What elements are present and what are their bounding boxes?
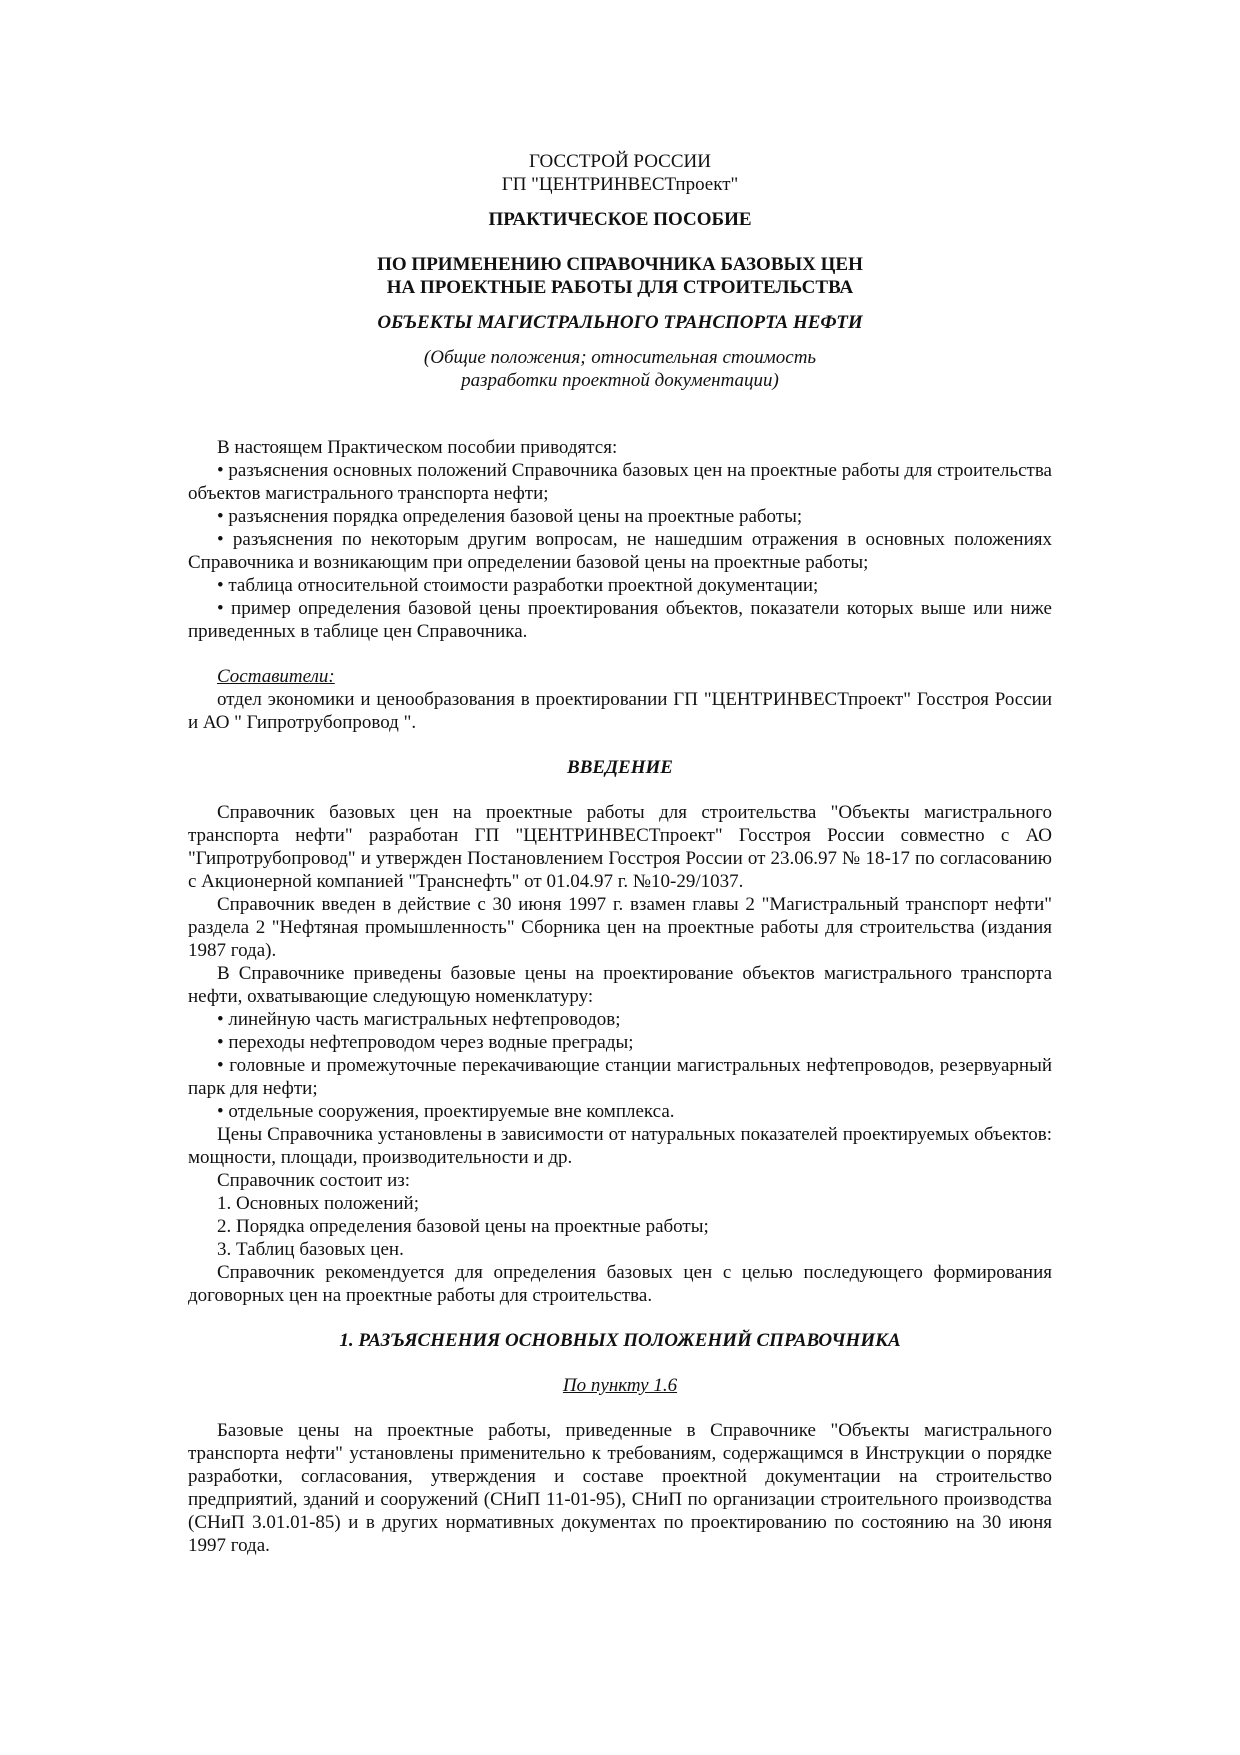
introduction-list-item: • переходы нефтепроводом через водные преграды;	[217, 1032, 634, 1053]
intro-item: • разъяснения по некоторым другим вопросам, не нашедшим отражения в основных положениях Справочника и возникающим при определении базовой цены на проектные работы;	[188, 529, 1052, 573]
introduction-list-item: 3. Таблиц базовых цен.	[217, 1239, 404, 1260]
introduction-list-item: 1. Основных положений;	[217, 1193, 419, 1214]
intro-item: • таблица относительной стоимости разработки проектной документации;	[217, 575, 819, 596]
introduction-list-item: • линейную часть магистральных нефтепроводов;	[217, 1009, 621, 1030]
doc-note-line1: (Общие положения; относительная стоимость	[423, 347, 817, 368]
section1-heading: 1. РАЗЪЯСНЕНИЯ ОСНОВНЫХ ПОЛОЖЕНИЙ СПРАВОЧНИКА	[339, 1330, 901, 1351]
doc-type: ПРАКТИЧЕСКОЕ ПОСОБИЕ	[488, 209, 752, 230]
section1-subheading: По пункту 1.6	[562, 1375, 678, 1396]
doc-note-line2: разработки проектной документации)	[461, 370, 779, 391]
org-subname: ГП "ЦЕНТРИНВЕСТпроект"	[501, 174, 739, 195]
introduction-paragraph: Справочник состоит из:	[217, 1170, 411, 1191]
introduction-list-item: 2. Порядка определения базовой цены на проектные работы;	[217, 1216, 709, 1237]
introduction-list-item: • отдельные сооружения, проектируемые вне комплекса.	[217, 1101, 675, 1122]
introduction-paragraph: Справочник базовых цен на проектные работы для строительства "Объекты магистрального транспорта нефти" разработан ГП "ЦЕНТРИНВЕСТпроект" Госстроя России совместно с АО "Гипротрубопровод" и утвержден Постановлением Госстроя России от 23.06.97 № 18-17 по согласованию с Акционерной компанией "Транснефть" от 01.04.97 г. №10-29/1037.	[188, 802, 1052, 892]
introduction-paragraph: В Справочнике приведены базовые цены на проектирование объектов магистрального транспорта нефти, охватывающие следующую номенклатуру:	[188, 963, 1052, 1007]
introduction-paragraph: Справочник введен в действие с 30 июня 1997 г. взамен главы 2 "Магистральный транспорт нефти" раздела 2 "Нефтяная промышленность" Сборника цен на проектные работы для строительства (издания 1987 года).	[188, 894, 1052, 961]
doc-title-line2: НА ПРОЕКТНЫЕ РАБОТЫ ДЛЯ СТРОИТЕЛЬСТВА	[386, 277, 854, 298]
intro-lead: В настоящем Практическом пособии приводятся:	[217, 437, 618, 458]
intro-item: • пример определения базовой цены проектирования объектов, показатели которых выше или ниже приведенных в таблице цен Справочника.	[188, 598, 1052, 642]
introduction-list-item: • головные и промежуточные перекачивающие станции магистральных нефтепроводов, резервуарный парк для нефти;	[188, 1055, 1052, 1099]
introduction-paragraph: Цены Справочника установлены в зависимости от натуральных показателей проектируемых объектов: мощности, площади, производительности и др.	[188, 1124, 1052, 1168]
section1-paragraph: Базовые цены на проектные работы, приведенные в Справочнике "Объекты магистрального транспорта нефти" установлены применительно к требованиям, содержащимся в Инструкции о порядке разработки, согласования, утверждения и составе проектной документации на строительство предприятий, зданий и сооружений (СНиП 11-01-95), СНиП по организации строительного производства (СНиП 3.01.01-85) и в других нормативных документах по проектированию по состоянию на 30 июня 1997 года.	[188, 1420, 1052, 1556]
intro-item: • разъяснения основных положений Справочника базовых цен на проектные работы для строительства объектов магистрального транспорта нефти;	[188, 460, 1052, 504]
authors-label: Составители:	[217, 666, 335, 687]
document-content	[188, 150, 1052, 1557]
intro-item: • разъяснения порядка определения базовой цены на проектные работы;	[217, 506, 803, 527]
doc-title-line1: ПО ПРИМЕНЕНИЮ СПРАВОЧНИКА БАЗОВЫХ ЦЕН	[377, 254, 863, 275]
introduction-paragraph: Справочник рекомендуется для определения базовых цен с целью последующего формирования договорных цен на проектные работы для строительства.	[188, 1262, 1052, 1306]
doc-subtitle: ОБЪЕКТЫ МАГИСТРАЛЬНОГО ТРАНСПОРТА НЕФТИ	[377, 312, 863, 333]
org-name: ГОССТРОЙ РОССИИ	[529, 151, 711, 172]
authors-text: отдел экономики и ценообразования в проектировании ГП "ЦЕНТРИНВЕСТпроект" Госстроя России и АО " Гипротрубопровод ".	[188, 689, 1052, 733]
introduction-heading: ВВЕДЕНИЕ	[567, 757, 673, 778]
